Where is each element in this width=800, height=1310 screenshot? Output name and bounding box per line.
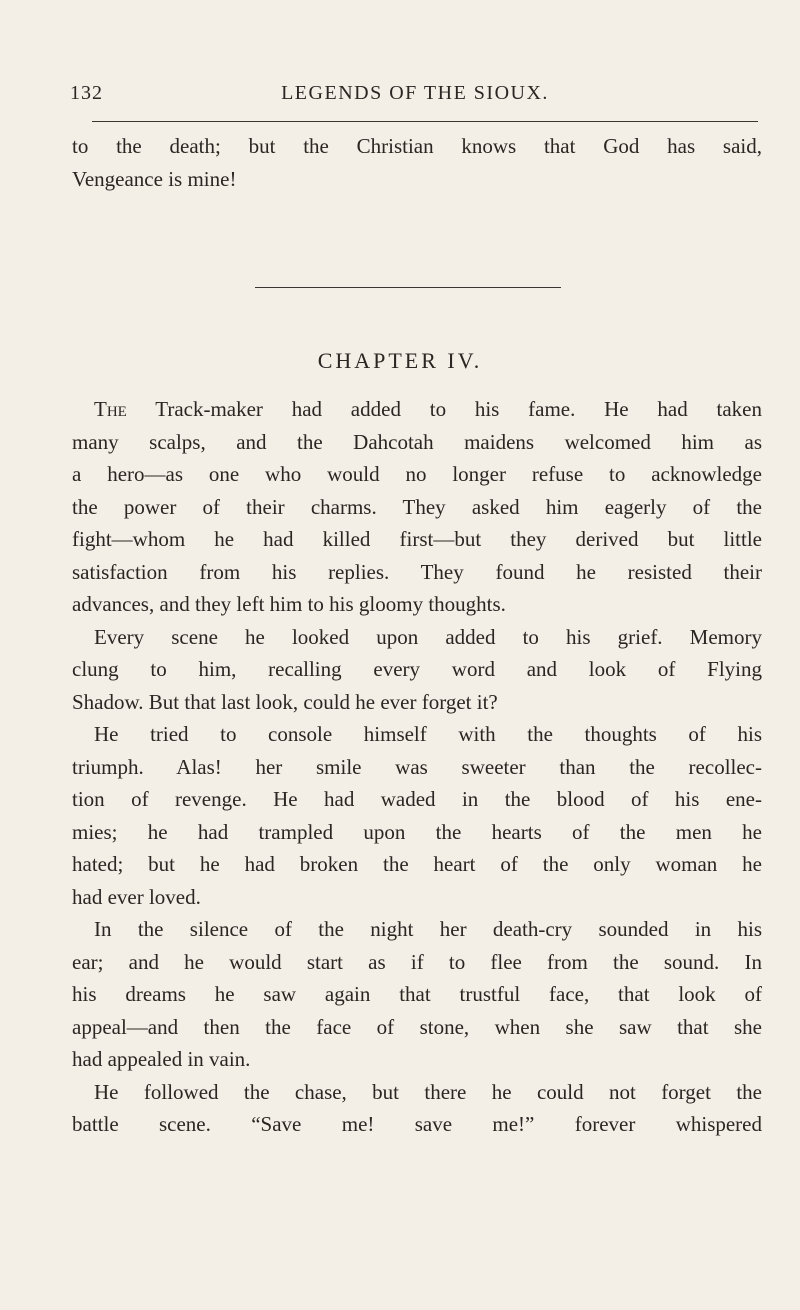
text-line: had ever loved. <box>72 884 201 909</box>
text-block-main <box>72 393 762 1141</box>
text-line: had appealed in vain. <box>72 1047 251 1071</box>
text-line: Vengeance is mine! <box>72 166 237 191</box>
text-line: ear; and he would start as if to flee from the sound. In <box>72 949 762 974</box>
text-line: In the silence of the night her death-cry sounded in his <box>94 917 762 941</box>
header-rule <box>92 121 758 122</box>
text-line: hated; but he had broken the heart of the only woman he <box>72 852 762 876</box>
paragraph-first-line <box>72 393 762 426</box>
text-line: triumph. Alas! her smile was sweeter than the recollec- <box>72 754 762 779</box>
lead-line-rest: Track-maker had added to his fame. He had taken <box>155 397 762 421</box>
text-line: a hero—as one who would no longer refuse to acknowledge <box>72 462 762 486</box>
text-line: mies; he had trampled upon the hearts of the men he <box>72 819 762 844</box>
page-number: 132 <box>70 82 103 104</box>
text-line: battle scene. “Save me! save me!” forever whispered <box>72 1112 762 1136</box>
text-line: advances, and they left him to his gloomy thoughts. <box>72 592 506 616</box>
text-line: appeal—and then the face of stone, when she saw that she <box>72 1014 762 1039</box>
text-block-top <box>72 130 762 195</box>
text-line: tion of revenge. He had waded in the blood of his ene- <box>72 787 762 811</box>
text-line: fight—whom he had killed first—but they derived but little <box>72 527 762 551</box>
page-header <box>70 82 760 112</box>
text-line: He tried to console himself with the thoughts of his <box>94 722 762 746</box>
text-line: Every scene he looked upon added to his grief. Memory <box>94 624 762 649</box>
chapter-title: CHAPTER IV. <box>317 348 483 373</box>
chapter-divider <box>255 287 561 288</box>
text-line: He followed the chase, but there he could not forget the <box>94 1079 762 1104</box>
text-line: many scalps, and the Dahcotah maidens welcomed him as <box>72 429 762 454</box>
text-line: his dreams he saw again that trustful face, that look of <box>72 982 762 1006</box>
lead-word: The <box>94 397 127 421</box>
running-title: LEGENDS OF THE SIOUX. <box>281 82 549 104</box>
text-line: the power of their charms. They asked him eagerly of the <box>72 494 762 519</box>
text-line: to the death; but the Christian knows that God has said, <box>72 134 762 158</box>
text-line: satisfaction from his replies. They found he resisted their <box>72 559 762 584</box>
text-line: clung to him, recalling every word and look of Flying <box>72 657 762 681</box>
text-line: Shadow. But that last look, could he ever forget it? <box>72 689 498 714</box>
